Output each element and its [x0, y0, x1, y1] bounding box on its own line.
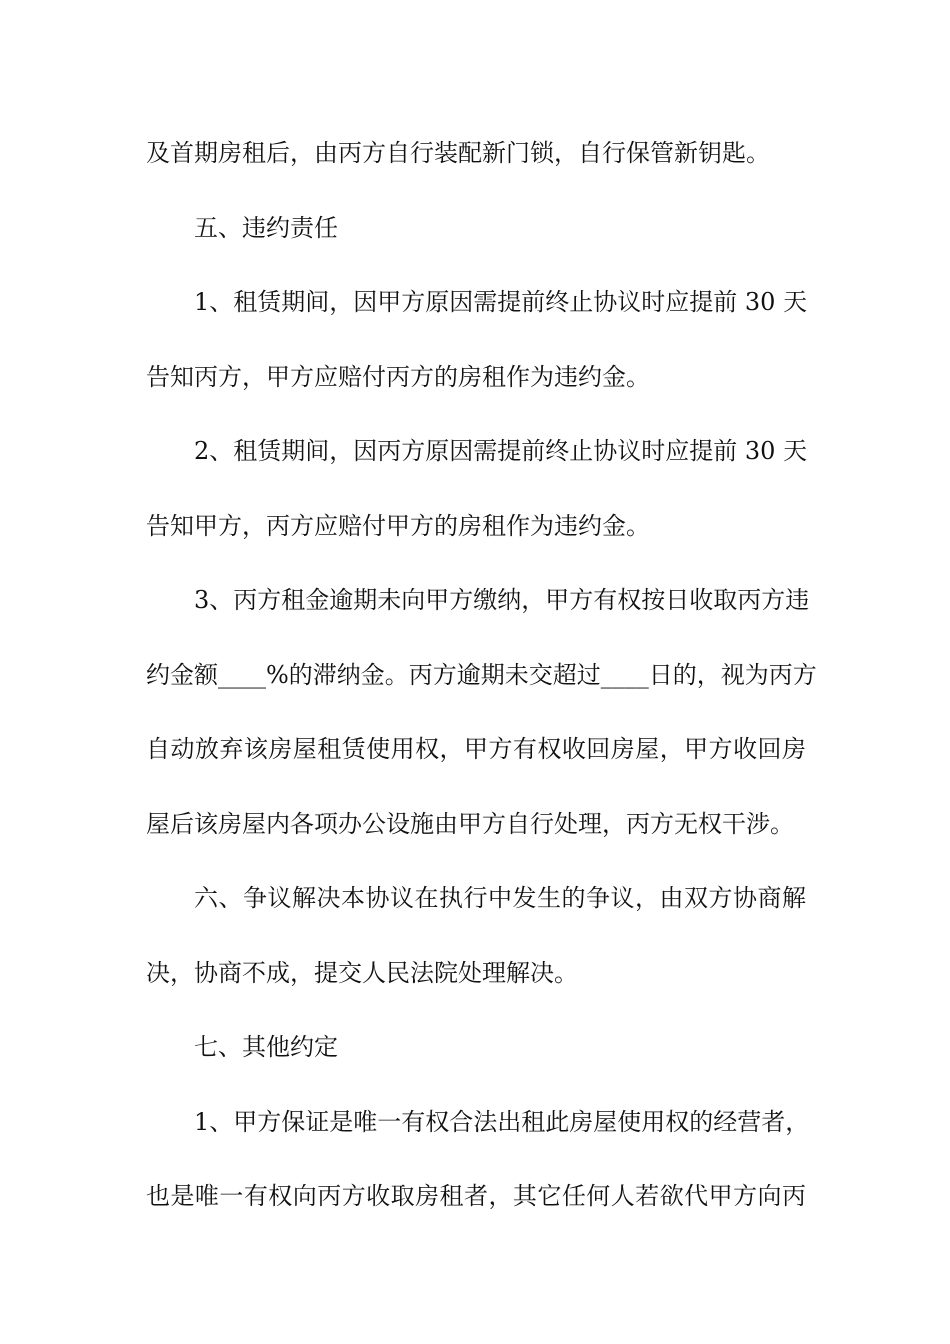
text-line: 1、甲方保证是唯一有权合法出租此房屋使用权的经营者，	[194, 1107, 810, 1136]
section-heading: 七、其他约定	[194, 1033, 338, 1061]
document-page	[146, 128, 817, 1246]
text-line: 3、丙方租金逾期未向甲方缴纳，甲方有权按日收取丙方违	[194, 586, 810, 614]
text-line: 也是唯一有权向丙方收取房租者，其它任何人若欲代甲方向丙	[146, 1182, 806, 1210]
text-line: 决，协商不成，提交人民法院处理解决。	[146, 958, 578, 987]
text-line: 自动放弃该房屋租赁使用权，甲方有权收回房屋，甲方收回房	[146, 735, 806, 763]
section-heading: 六、争议解决本协议在执行中发生的争议，由双方协商解	[194, 884, 806, 912]
text-line: 告知丙方，甲方应赔付丙方的房租作为违约金。	[146, 362, 650, 391]
text-line: 及首期房租后，由丙方自行装配新门锁，自行保管新钥匙。	[146, 139, 770, 167]
text-line: 约金额____%的滞纳金。丙方逾期未交超过____日的，视为丙方	[146, 660, 817, 689]
text-line: 屋后该房屋内各项办公设施由甲方自行处理，丙方无权干涉。	[146, 809, 794, 838]
text-line: 告知甲方，丙方应赔付甲方的房租作为违约金。	[146, 511, 650, 540]
text-line: 2、租赁期间，因丙方原因需提前终止协议时应提前 30 天	[194, 437, 808, 465]
text-line: 1、租赁期间，因甲方原因需提前终止协议时应提前 30 天	[194, 288, 808, 316]
section-heading: 五、违约责任	[194, 213, 338, 242]
